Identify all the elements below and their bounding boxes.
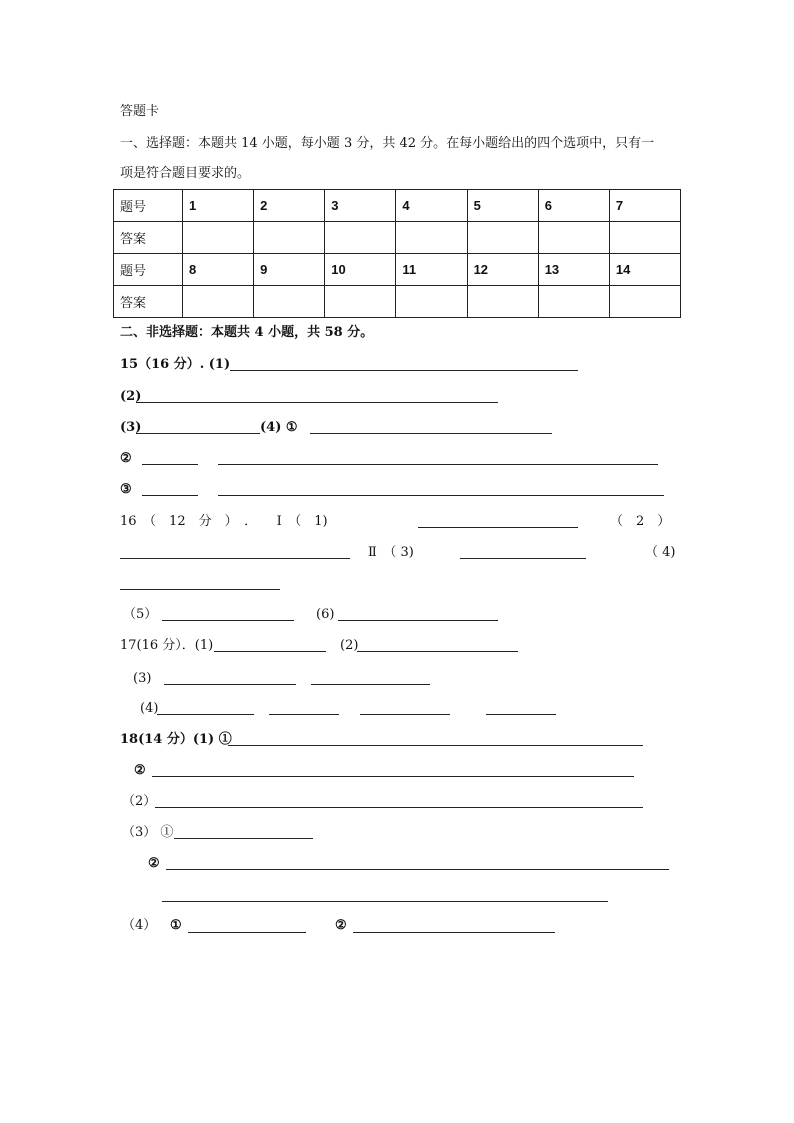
q15-part2-label: (2) (120, 389, 142, 404)
question-number: 4 (396, 190, 467, 222)
q17-label: 17(16 分）．(1) (120, 638, 214, 653)
table-row (114, 254, 681, 286)
answer-line[interactable] (338, 620, 498, 621)
answer-line[interactable] (353, 932, 555, 933)
q16-part4-label: （ 4) (645, 545, 676, 560)
answer-line[interactable] (310, 433, 552, 434)
question-number: 8 (183, 254, 254, 286)
question-number: 7 (609, 190, 680, 222)
q18-part4-circle2: ② (335, 918, 347, 933)
answer-line[interactable] (136, 433, 260, 434)
answer-cell[interactable] (325, 286, 396, 318)
table-row (114, 190, 681, 222)
page-title: 答题卡 (120, 104, 160, 119)
question-number: 14 (609, 254, 680, 286)
answer-cell[interactable] (396, 222, 467, 254)
answer-cell[interactable] (609, 286, 680, 318)
q16-part6-label: (6) (316, 607, 335, 622)
q18-part4-label: （4） (122, 918, 157, 933)
answer-cell[interactable] (467, 286, 538, 318)
q15-part3-label: (3) (120, 420, 142, 435)
q16-label: 16 （ 12 分 ） ． Ⅰ （ 1) (120, 514, 328, 529)
q16-part5-label: （5） (123, 607, 158, 622)
answer-cell[interactable] (467, 222, 538, 254)
question-number: 1 (183, 190, 254, 222)
answer-cell[interactable] (254, 222, 325, 254)
answer-line[interactable] (136, 402, 498, 403)
section2-heading: 二、非选择题：本题共 4 小题，共 58 分。 (120, 325, 374, 340)
answer-line[interactable] (218, 464, 658, 465)
q16-part2-label: （ 2 ） (610, 514, 671, 529)
answer-line[interactable] (142, 495, 198, 496)
q18-part2-label: （2） (122, 794, 157, 809)
choice-answer-table (113, 189, 681, 318)
table-row (114, 286, 681, 318)
answer-line[interactable] (228, 745, 643, 746)
answer-cell[interactable] (538, 222, 609, 254)
answer-line[interactable] (357, 651, 518, 652)
q15-circle2: ② (120, 451, 132, 466)
answer-cell[interactable] (538, 286, 609, 318)
answer-line[interactable] (174, 838, 313, 839)
answer-line[interactable] (162, 620, 294, 621)
q15-label: 15（16 分）. (1) (120, 357, 231, 372)
q16-part-ii-label: Ⅱ （ 3) (368, 545, 414, 560)
answer-line[interactable] (418, 527, 578, 528)
answer-line[interactable] (360, 714, 450, 715)
answer-line[interactable] (218, 495, 664, 496)
answer-line[interactable] (188, 932, 306, 933)
question-number: 6 (538, 190, 609, 222)
question-number: 13 (538, 254, 609, 286)
answer-cell[interactable] (183, 286, 254, 318)
question-number: 3 (325, 190, 396, 222)
question-number: 11 (396, 254, 467, 286)
question-number: 5 (467, 190, 538, 222)
q17-part4-label: (4) (140, 701, 159, 716)
answer-line[interactable] (142, 464, 198, 465)
question-number: 12 (467, 254, 538, 286)
answer-line[interactable] (120, 558, 350, 559)
answer-cell[interactable] (396, 286, 467, 318)
section1-instructions-line1: 一、选择题：本题共 14 小题，每小题 3 分，共 42 分。在每小题给出的四个选项中，只有一 (120, 136, 655, 151)
question-number: 9 (254, 254, 325, 286)
q18-part3-circle2: ② (148, 856, 160, 871)
answer-line[interactable] (311, 684, 430, 685)
answer-line[interactable] (460, 558, 586, 559)
answer-line[interactable] (120, 589, 280, 590)
answer-line[interactable] (155, 807, 643, 808)
row-label: 答案 (114, 222, 183, 254)
q15-part4-label: (4) ① (260, 420, 298, 435)
answer-cell[interactable] (325, 222, 396, 254)
question-number: 2 (254, 190, 325, 222)
answer-cell[interactable] (609, 222, 680, 254)
answer-cell[interactable] (183, 222, 254, 254)
section1-instructions-line2: 项是符合题目要求的。 (120, 166, 251, 181)
q17-part3-label: (3) (133, 671, 152, 686)
answer-line[interactable] (230, 370, 578, 371)
answer-line[interactable] (486, 714, 556, 715)
answer-line[interactable] (214, 651, 326, 652)
q18-part3-label: （3） ① (122, 825, 174, 840)
answer-line[interactable] (152, 776, 634, 777)
question-number: 10 (325, 254, 396, 286)
row-label: 题号 (114, 190, 183, 222)
answer-cell[interactable] (254, 286, 325, 318)
answer-line[interactable] (164, 684, 296, 685)
answer-line[interactable] (157, 714, 254, 715)
table-row (114, 222, 681, 254)
answer-line[interactable] (269, 714, 339, 715)
answer-line[interactable] (166, 869, 669, 870)
q15-circle3: ③ (120, 482, 132, 497)
row-label: 题号 (114, 254, 183, 286)
q18-circle2: ② (134, 763, 146, 778)
row-label: 答案 (114, 286, 183, 318)
answer-line[interactable] (162, 901, 608, 902)
q18-part4-circle1: ① (170, 918, 182, 933)
q17-part2-label: (2) (340, 638, 359, 653)
q18-label: 18(14 分）(1) ① (120, 732, 232, 747)
